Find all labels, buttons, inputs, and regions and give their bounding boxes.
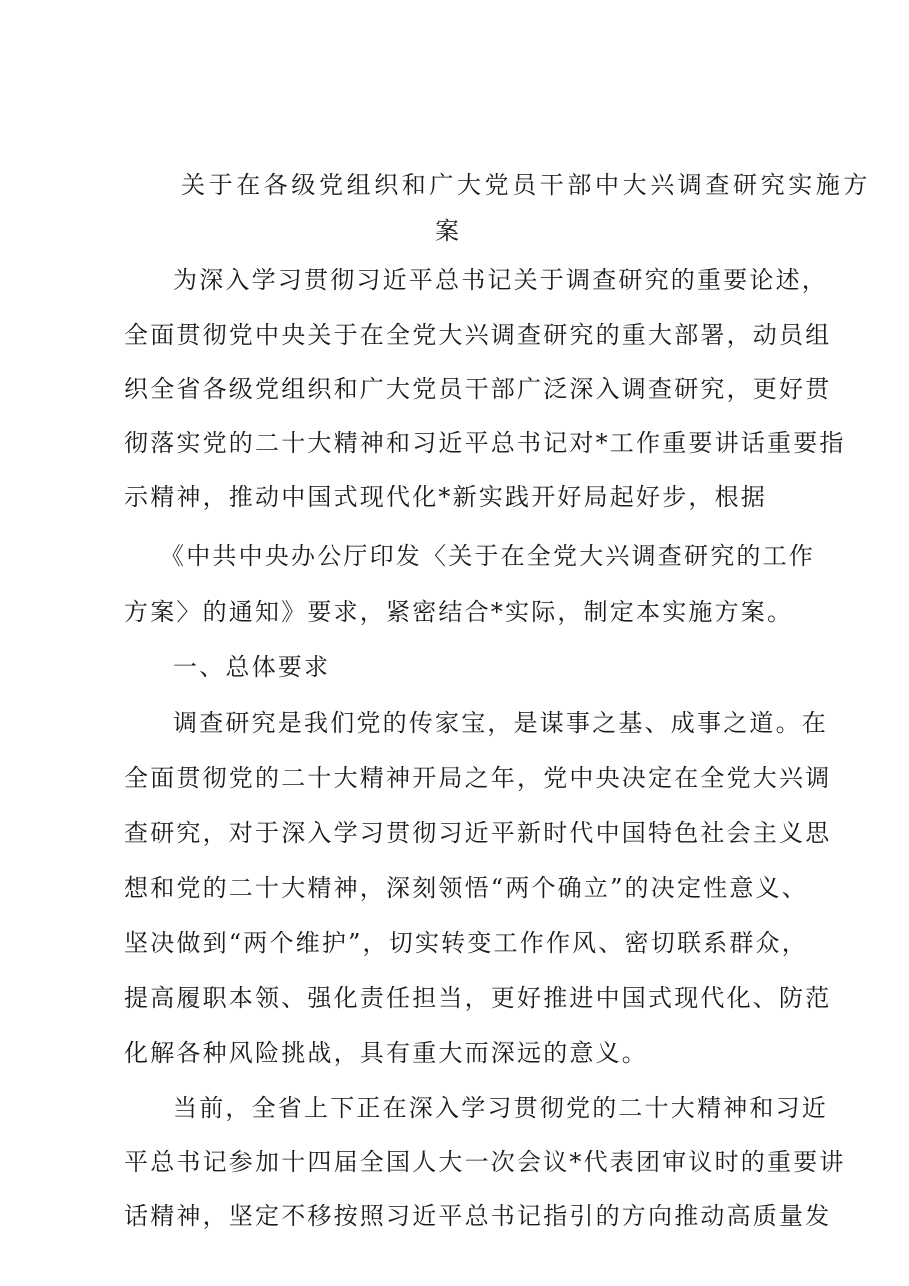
paragraph-1-line-2: 全面贯彻党中央关于在全党大兴调查研究的重大部署，动员组 — [124, 321, 832, 349]
paragraph-1-line-1: 为深入学习贯彻习近平总书记关于调查研究的重要论述， — [173, 266, 828, 294]
paragraph-3-line-3: 查研究，对于深入学习贯彻习近平新时代中国特色社会主义思 — [124, 819, 832, 847]
paragraph-2-line-2: 方案〉的通知》要求，紧密结合*实际，制定本实施方案。 — [124, 598, 794, 626]
paragraph-1-line-4: 彻落实党的二十大精神和习近平总书记对*工作重要讲话重要指 — [124, 429, 846, 457]
document-title-line-2: 案 — [435, 217, 463, 245]
paragraph-4-line-3: 话精神，坚定不移按照习近平总书记指引的方向推动高质量发 — [124, 1202, 832, 1230]
paragraph-3-line-6: 提高履职本领、强化责任担当，更好推进中国式现代化、防范 — [124, 984, 832, 1012]
paragraph-2-line-1: 《中共中央办公厅印发〈关于在全党大兴调查研究的工作 — [160, 542, 815, 570]
document-title-line-1: 关于在各级党组织和广大党员干部中大兴调查研究实施方 — [181, 171, 871, 199]
paragraph-3-line-5: 坚决做到“两个维护”，切实转变工作作风、密切联系群众， — [124, 929, 808, 957]
paragraph-1-line-3: 织全省各级党组织和广大党员干部广泛深入调查研究，更好贯 — [124, 375, 832, 403]
paragraph-3-line-1: 调查研究是我们党的传家宝，是谋事之基、成事之道。在 — [173, 709, 828, 737]
paragraph-4-line-2: 平总书记参加十四届全国人大一次会议*代表团审议时的重要讲 — [124, 1148, 846, 1176]
paragraph-3-line-7: 化解各种风险挑战，具有重大而深远的意义。 — [124, 1039, 648, 1067]
section-heading-1: 一、总体要求 — [173, 653, 331, 681]
paragraph-4-line-1: 当前，全省上下正在深入学习贯彻党的二十大精神和习近 — [173, 1094, 828, 1122]
paragraph-1-line-5: 示精神，推动中国式现代化*新实践开好局起好步，根据 — [124, 483, 767, 511]
paragraph-3-line-2: 全面贯彻党的二十大精神开局之年，党中央决定在全党大兴调 — [124, 764, 832, 792]
paragraph-3-line-4: 想和党的二十大精神，深刻领悟“两个确立”的决定性意义、 — [124, 874, 808, 902]
